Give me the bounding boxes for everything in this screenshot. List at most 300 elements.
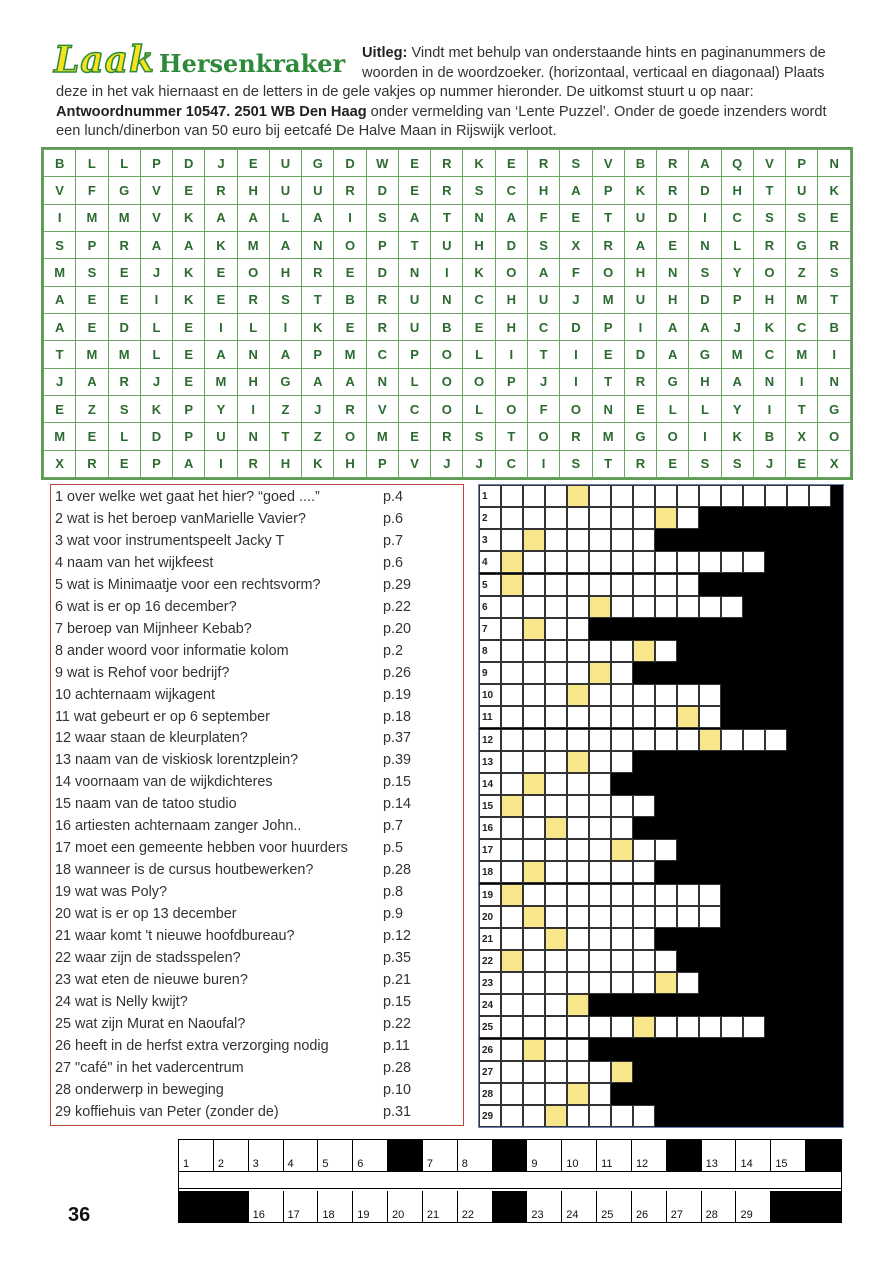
answer-cell[interactable] (589, 1083, 611, 1105)
solution-box[interactable] (771, 1140, 806, 1171)
grid-letter[interactable]: I (269, 313, 301, 340)
grid-letter[interactable]: Z (302, 423, 334, 450)
grid-letter[interactable]: E (463, 313, 495, 340)
grid-letter[interactable]: M (76, 341, 108, 368)
grid-letter[interactable]: R (431, 150, 463, 177)
grid-letter[interactable]: A (398, 204, 430, 231)
answer-cell[interactable] (589, 928, 611, 950)
answer-cell[interactable] (567, 1105, 589, 1127)
grid-letter[interactable]: N (237, 423, 269, 450)
grid-letter[interactable]: H (269, 259, 301, 286)
solution-box[interactable] (562, 1191, 597, 1222)
grid-letter[interactable]: E (108, 286, 140, 313)
grid-letter[interactable]: E (173, 177, 205, 204)
grid-letter[interactable]: P (786, 150, 818, 177)
grid-letter[interactable]: U (624, 286, 656, 313)
grid-letter[interactable]: P (495, 368, 527, 395)
answer-cell[interactable] (545, 994, 567, 1016)
answer-cell[interactable] (501, 485, 523, 507)
solution-box[interactable] (597, 1191, 632, 1222)
grid-letter[interactable]: I (753, 395, 785, 422)
answer-cell[interactable] (633, 795, 655, 817)
answer-cell[interactable] (743, 729, 765, 751)
answer-cell[interactable] (589, 795, 611, 817)
grid-letter[interactable]: I (560, 368, 592, 395)
grid-letter[interactable]: E (334, 313, 366, 340)
grid-letter[interactable]: T (592, 368, 624, 395)
grid-letter[interactable]: N (818, 368, 851, 395)
grid-letter[interactable]: J (140, 259, 172, 286)
grid-letter[interactable]: K (173, 259, 205, 286)
answer-cell[interactable] (523, 485, 545, 507)
grid-letter[interactable]: E (624, 395, 656, 422)
answer-cell[interactable] (501, 662, 523, 684)
answer-cell[interactable] (501, 861, 523, 883)
answer-cell[interactable] (611, 861, 633, 883)
answer-cell[interactable] (589, 551, 611, 573)
grid-letter[interactable]: R (527, 150, 559, 177)
grid-letter[interactable]: A (140, 231, 172, 258)
grid-letter[interactable]: K (302, 313, 334, 340)
answer-cell[interactable] (567, 884, 589, 906)
answer-cell[interactable] (567, 596, 589, 618)
grid-letter[interactable]: X (786, 423, 818, 450)
grid-letter[interactable]: I (818, 341, 851, 368)
answer-cell[interactable] (809, 485, 831, 507)
answer-cell[interactable] (545, 706, 567, 728)
answer-cell[interactable] (567, 507, 589, 529)
grid-letter[interactable]: S (463, 423, 495, 450)
answer-cell[interactable] (633, 1105, 655, 1127)
answer-cell[interactable] (567, 773, 589, 795)
grid-letter[interactable]: E (205, 286, 237, 313)
grid-letter[interactable]: D (108, 313, 140, 340)
answer-cell[interactable] (523, 684, 545, 706)
grid-letter[interactable]: B (753, 423, 785, 450)
grid-letter[interactable]: D (624, 341, 656, 368)
grid-letter[interactable]: N (592, 395, 624, 422)
grid-letter[interactable]: G (786, 231, 818, 258)
grid-letter[interactable]: R (657, 150, 689, 177)
grid-letter[interactable]: P (592, 313, 624, 340)
grid-letter[interactable]: M (786, 286, 818, 313)
grid-letter[interactable]: S (560, 150, 592, 177)
grid-letter[interactable]: R (818, 231, 851, 258)
grid-letter[interactable]: A (527, 259, 559, 286)
solution-box[interactable] (667, 1191, 702, 1222)
answer-cell[interactable] (677, 574, 699, 596)
grid-letter[interactable]: R (592, 231, 624, 258)
grid-letter[interactable]: T (592, 204, 624, 231)
answer-cell[interactable] (567, 662, 589, 684)
grid-letter[interactable]: J (431, 450, 463, 477)
answer-cell-yellow[interactable] (523, 618, 545, 640)
answer-cell[interactable] (589, 574, 611, 596)
grid-letter[interactable]: X (560, 231, 592, 258)
grid-letter[interactable]: R (624, 450, 656, 477)
answer-cell[interactable] (611, 751, 633, 773)
grid-letter[interactable]: K (818, 177, 851, 204)
answer-cell[interactable] (501, 1039, 523, 1061)
grid-letter[interactable]: K (205, 231, 237, 258)
answer-cell[interactable] (765, 729, 787, 751)
answer-cell[interactable] (633, 928, 655, 950)
grid-letter[interactable]: L (721, 231, 753, 258)
answer-cell[interactable] (677, 884, 699, 906)
answer-cell-yellow[interactable] (545, 928, 567, 950)
answer-cell[interactable] (633, 950, 655, 972)
grid-letter[interactable]: R (205, 177, 237, 204)
grid-letter[interactable]: D (560, 313, 592, 340)
grid-letter[interactable]: H (689, 368, 721, 395)
grid-letter[interactable]: A (721, 368, 753, 395)
grid-letter[interactable]: G (657, 368, 689, 395)
grid-letter[interactable]: J (527, 368, 559, 395)
grid-letter[interactable]: D (140, 423, 172, 450)
answer-cell[interactable] (633, 972, 655, 994)
grid-letter[interactable]: O (463, 368, 495, 395)
answer-cell[interactable] (633, 684, 655, 706)
grid-letter[interactable]: R (108, 231, 140, 258)
grid-letter[interactable]: E (205, 259, 237, 286)
answer-cell[interactable] (655, 551, 677, 573)
answer-cell[interactable] (589, 1105, 611, 1127)
grid-letter[interactable]: Y (205, 395, 237, 422)
grid-letter[interactable]: S (818, 259, 851, 286)
answer-cell[interactable] (655, 640, 677, 662)
answer-cell[interactable] (633, 574, 655, 596)
grid-letter[interactable]: E (237, 150, 269, 177)
answer-cell[interactable] (589, 972, 611, 994)
grid-letter[interactable]: I (334, 204, 366, 231)
answer-cell[interactable] (523, 640, 545, 662)
answer-cell-yellow[interactable] (567, 485, 589, 507)
answer-cell[interactable] (677, 972, 699, 994)
grid-letter[interactable]: S (463, 177, 495, 204)
grid-letter[interactable]: T (44, 341, 76, 368)
answer-cell[interactable] (611, 551, 633, 573)
answer-cell[interactable] (611, 640, 633, 662)
grid-letter[interactable]: V (366, 395, 398, 422)
grid-letter[interactable]: H (495, 286, 527, 313)
answer-cell[interactable] (589, 751, 611, 773)
answer-cell[interactable] (523, 839, 545, 861)
answer-cell[interactable] (611, 706, 633, 728)
grid-letter[interactable]: U (302, 177, 334, 204)
grid-letter[interactable]: M (205, 368, 237, 395)
grid-letter[interactable]: M (366, 423, 398, 450)
answer-cell[interactable] (611, 596, 633, 618)
grid-letter[interactable]: N (657, 259, 689, 286)
answer-cell[interactable] (501, 751, 523, 773)
grid-letter[interactable]: A (76, 368, 108, 395)
grid-letter[interactable]: S (753, 204, 785, 231)
answer-cell[interactable] (633, 507, 655, 529)
answer-cell-yellow[interactable] (523, 773, 545, 795)
answer-cell[interactable] (501, 684, 523, 706)
grid-letter[interactable]: T (527, 341, 559, 368)
answer-cell[interactable] (567, 551, 589, 573)
grid-letter[interactable]: T (302, 286, 334, 313)
grid-letter[interactable]: H (624, 259, 656, 286)
grid-letter[interactable]: H (657, 286, 689, 313)
answer-cell[interactable] (523, 1105, 545, 1127)
grid-letter[interactable]: J (44, 368, 76, 395)
grid-letter[interactable]: J (721, 313, 753, 340)
answer-cell[interactable] (611, 485, 633, 507)
answer-cell-yellow[interactable] (611, 839, 633, 861)
grid-letter[interactable]: M (44, 423, 76, 450)
grid-letter[interactable]: T (786, 395, 818, 422)
grid-letter[interactable]: L (237, 313, 269, 340)
answer-cell[interactable] (523, 706, 545, 728)
grid-letter[interactable]: G (302, 150, 334, 177)
grid-letter[interactable]: G (818, 395, 851, 422)
grid-letter[interactable]: K (721, 423, 753, 450)
answer-cell[interactable] (501, 640, 523, 662)
grid-letter[interactable]: S (560, 450, 592, 477)
solution-box[interactable] (423, 1191, 458, 1222)
grid-letter[interactable]: V (592, 150, 624, 177)
grid-letter[interactable]: S (76, 259, 108, 286)
grid-letter[interactable]: J (560, 286, 592, 313)
grid-letter[interactable]: E (334, 259, 366, 286)
grid-letter[interactable]: O (592, 259, 624, 286)
answer-cell[interactable] (721, 729, 743, 751)
answer-cell[interactable] (655, 574, 677, 596)
answer-cell-yellow[interactable] (567, 684, 589, 706)
grid-letter[interactable]: I (495, 341, 527, 368)
grid-letter[interactable]: E (592, 341, 624, 368)
grid-letter[interactable]: O (334, 423, 366, 450)
solution-box[interactable] (632, 1191, 667, 1222)
answer-cell[interactable] (501, 1083, 523, 1105)
grid-letter[interactable]: R (108, 368, 140, 395)
answer-cell[interactable] (523, 928, 545, 950)
answer-cell[interactable] (699, 551, 721, 573)
answer-cell[interactable] (677, 596, 699, 618)
answer-cell[interactable] (567, 817, 589, 839)
grid-letter[interactable]: E (786, 450, 818, 477)
answer-cell[interactable] (501, 596, 523, 618)
grid-letter[interactable]: D (689, 286, 721, 313)
grid-letter[interactable]: L (140, 313, 172, 340)
answer-cell[interactable] (633, 706, 655, 728)
grid-letter[interactable]: M (76, 204, 108, 231)
answer-cell[interactable] (545, 950, 567, 972)
grid-letter[interactable]: K (463, 150, 495, 177)
grid-letter[interactable]: I (689, 204, 721, 231)
grid-letter[interactable]: H (527, 177, 559, 204)
solution-box[interactable] (318, 1140, 353, 1171)
answer-cell[interactable] (545, 662, 567, 684)
grid-letter[interactable]: V (44, 177, 76, 204)
grid-letter[interactable]: M (108, 341, 140, 368)
grid-letter[interactable]: A (173, 450, 205, 477)
grid-letter[interactable]: H (269, 450, 301, 477)
answer-cell[interactable] (765, 485, 787, 507)
grid-letter[interactable]: U (431, 231, 463, 258)
grid-letter[interactable]: T (269, 423, 301, 450)
grid-letter[interactable]: D (657, 204, 689, 231)
answer-cell[interactable] (589, 706, 611, 728)
grid-letter[interactable]: B (818, 313, 851, 340)
grid-letter[interactable]: P (173, 395, 205, 422)
grid-letter[interactable]: E (398, 423, 430, 450)
answer-cell[interactable] (501, 773, 523, 795)
grid-letter[interactable]: H (495, 313, 527, 340)
grid-letter[interactable]: R (366, 313, 398, 340)
grid-letter[interactable]: R (624, 368, 656, 395)
answer-cell[interactable] (699, 1016, 721, 1038)
answer-cell[interactable] (567, 906, 589, 928)
grid-letter[interactable]: S (689, 450, 721, 477)
grid-letter[interactable]: K (624, 177, 656, 204)
grid-letter[interactable]: T (398, 231, 430, 258)
grid-letter[interactable]: G (108, 177, 140, 204)
grid-letter[interactable]: K (173, 204, 205, 231)
grid-letter[interactable]: A (269, 231, 301, 258)
answer-cell[interactable] (545, 1083, 567, 1105)
grid-letter[interactable]: W (366, 150, 398, 177)
solution-box[interactable] (214, 1140, 249, 1171)
grid-letter[interactable]: P (302, 341, 334, 368)
answer-cell-yellow[interactable] (655, 972, 677, 994)
answer-cell[interactable] (589, 773, 611, 795)
answer-cell-yellow[interactable] (567, 751, 589, 773)
answer-cell[interactable] (633, 485, 655, 507)
answer-cell[interactable] (523, 994, 545, 1016)
grid-letter[interactable]: T (753, 177, 785, 204)
answer-cell[interactable] (501, 994, 523, 1016)
grid-letter[interactable]: H (237, 368, 269, 395)
grid-letter[interactable]: O (237, 259, 269, 286)
grid-letter[interactable]: M (786, 341, 818, 368)
answer-cell[interactable] (523, 596, 545, 618)
answer-cell[interactable] (567, 640, 589, 662)
grid-letter[interactable]: S (689, 259, 721, 286)
answer-cell[interactable] (611, 529, 633, 551)
grid-letter[interactable]: R (753, 231, 785, 258)
grid-letter[interactable]: P (721, 286, 753, 313)
answer-cell-yellow[interactable] (545, 817, 567, 839)
grid-letter[interactable]: E (173, 341, 205, 368)
answer-cell[interactable] (545, 551, 567, 573)
grid-letter[interactable]: H (463, 231, 495, 258)
grid-letter[interactable]: O (431, 341, 463, 368)
grid-letter[interactable]: X (818, 450, 851, 477)
answer-cell[interactable] (567, 972, 589, 994)
grid-letter[interactable]: A (302, 368, 334, 395)
grid-letter[interactable]: L (689, 395, 721, 422)
answer-cell[interactable] (611, 950, 633, 972)
grid-letter[interactable]: N (818, 150, 851, 177)
grid-letter[interactable]: X (44, 450, 76, 477)
grid-letter[interactable]: O (495, 395, 527, 422)
answer-cell[interactable] (677, 1016, 699, 1038)
answer-cell[interactable] (589, 1016, 611, 1038)
grid-letter[interactable]: L (140, 341, 172, 368)
answer-cell[interactable] (611, 729, 633, 751)
grid-letter[interactable]: D (334, 150, 366, 177)
grid-letter[interactable]: C (495, 177, 527, 204)
answer-cell[interactable] (567, 950, 589, 972)
grid-letter[interactable]: L (463, 395, 495, 422)
answer-cell[interactable] (545, 729, 567, 751)
answer-cell[interactable] (589, 861, 611, 883)
solution-box[interactable] (179, 1140, 214, 1171)
grid-letter[interactable]: H (334, 450, 366, 477)
grid-letter[interactable]: C (527, 313, 559, 340)
grid-letter[interactable]: N (463, 204, 495, 231)
grid-letter[interactable]: F (76, 177, 108, 204)
grid-letter[interactable]: R (431, 177, 463, 204)
answer-cell[interactable] (743, 551, 765, 573)
solution-box[interactable] (527, 1191, 562, 1222)
answer-cell[interactable] (611, 906, 633, 928)
answer-cell[interactable] (523, 950, 545, 972)
grid-letter[interactable]: I (44, 204, 76, 231)
grid-letter[interactable]: U (269, 150, 301, 177)
answer-cell[interactable] (567, 861, 589, 883)
grid-letter[interactable]: F (527, 395, 559, 422)
grid-letter[interactable]: I (624, 313, 656, 340)
answer-cell[interactable] (567, 1016, 589, 1038)
grid-letter[interactable]: G (624, 423, 656, 450)
answer-cell[interactable] (545, 795, 567, 817)
answer-cell[interactable] (567, 928, 589, 950)
grid-letter[interactable]: N (753, 368, 785, 395)
grid-letter[interactable]: D (173, 150, 205, 177)
answer-cell[interactable] (655, 950, 677, 972)
grid-letter[interactable]: R (334, 177, 366, 204)
answer-cell[interactable] (699, 706, 721, 728)
answer-cell[interactable] (523, 574, 545, 596)
answer-cell[interactable] (523, 1061, 545, 1083)
grid-letter[interactable]: P (140, 150, 172, 177)
grid-letter[interactable]: K (140, 395, 172, 422)
grid-letter[interactable]: A (44, 286, 76, 313)
grid-letter[interactable]: P (366, 231, 398, 258)
grid-letter[interactable]: K (753, 313, 785, 340)
grid-letter[interactable]: A (173, 231, 205, 258)
answer-cell[interactable] (655, 706, 677, 728)
answer-cell-yellow[interactable] (589, 662, 611, 684)
answer-cell[interactable] (545, 1016, 567, 1038)
grid-letter[interactable]: S (721, 450, 753, 477)
answer-cell[interactable] (523, 751, 545, 773)
answer-cell[interactable] (633, 839, 655, 861)
answer-cell[interactable] (589, 884, 611, 906)
solution-box[interactable] (423, 1140, 458, 1171)
grid-letter[interactable]: L (108, 150, 140, 177)
grid-letter[interactable]: S (269, 286, 301, 313)
solution-box[interactable] (736, 1191, 771, 1222)
grid-letter[interactable]: E (398, 150, 430, 177)
answer-cell-yellow[interactable] (589, 596, 611, 618)
answer-cell[interactable] (567, 729, 589, 751)
grid-letter[interactable]: O (560, 395, 592, 422)
answer-cell[interactable] (611, 662, 633, 684)
answer-cell-yellow[interactable] (677, 706, 699, 728)
grid-letter[interactable]: O (753, 259, 785, 286)
grid-letter[interactable]: N (366, 368, 398, 395)
answer-cell[interactable] (611, 928, 633, 950)
grid-letter[interactable]: E (398, 177, 430, 204)
answer-cell[interactable] (611, 817, 633, 839)
grid-letter[interactable]: P (398, 341, 430, 368)
grid-letter[interactable]: O (431, 395, 463, 422)
